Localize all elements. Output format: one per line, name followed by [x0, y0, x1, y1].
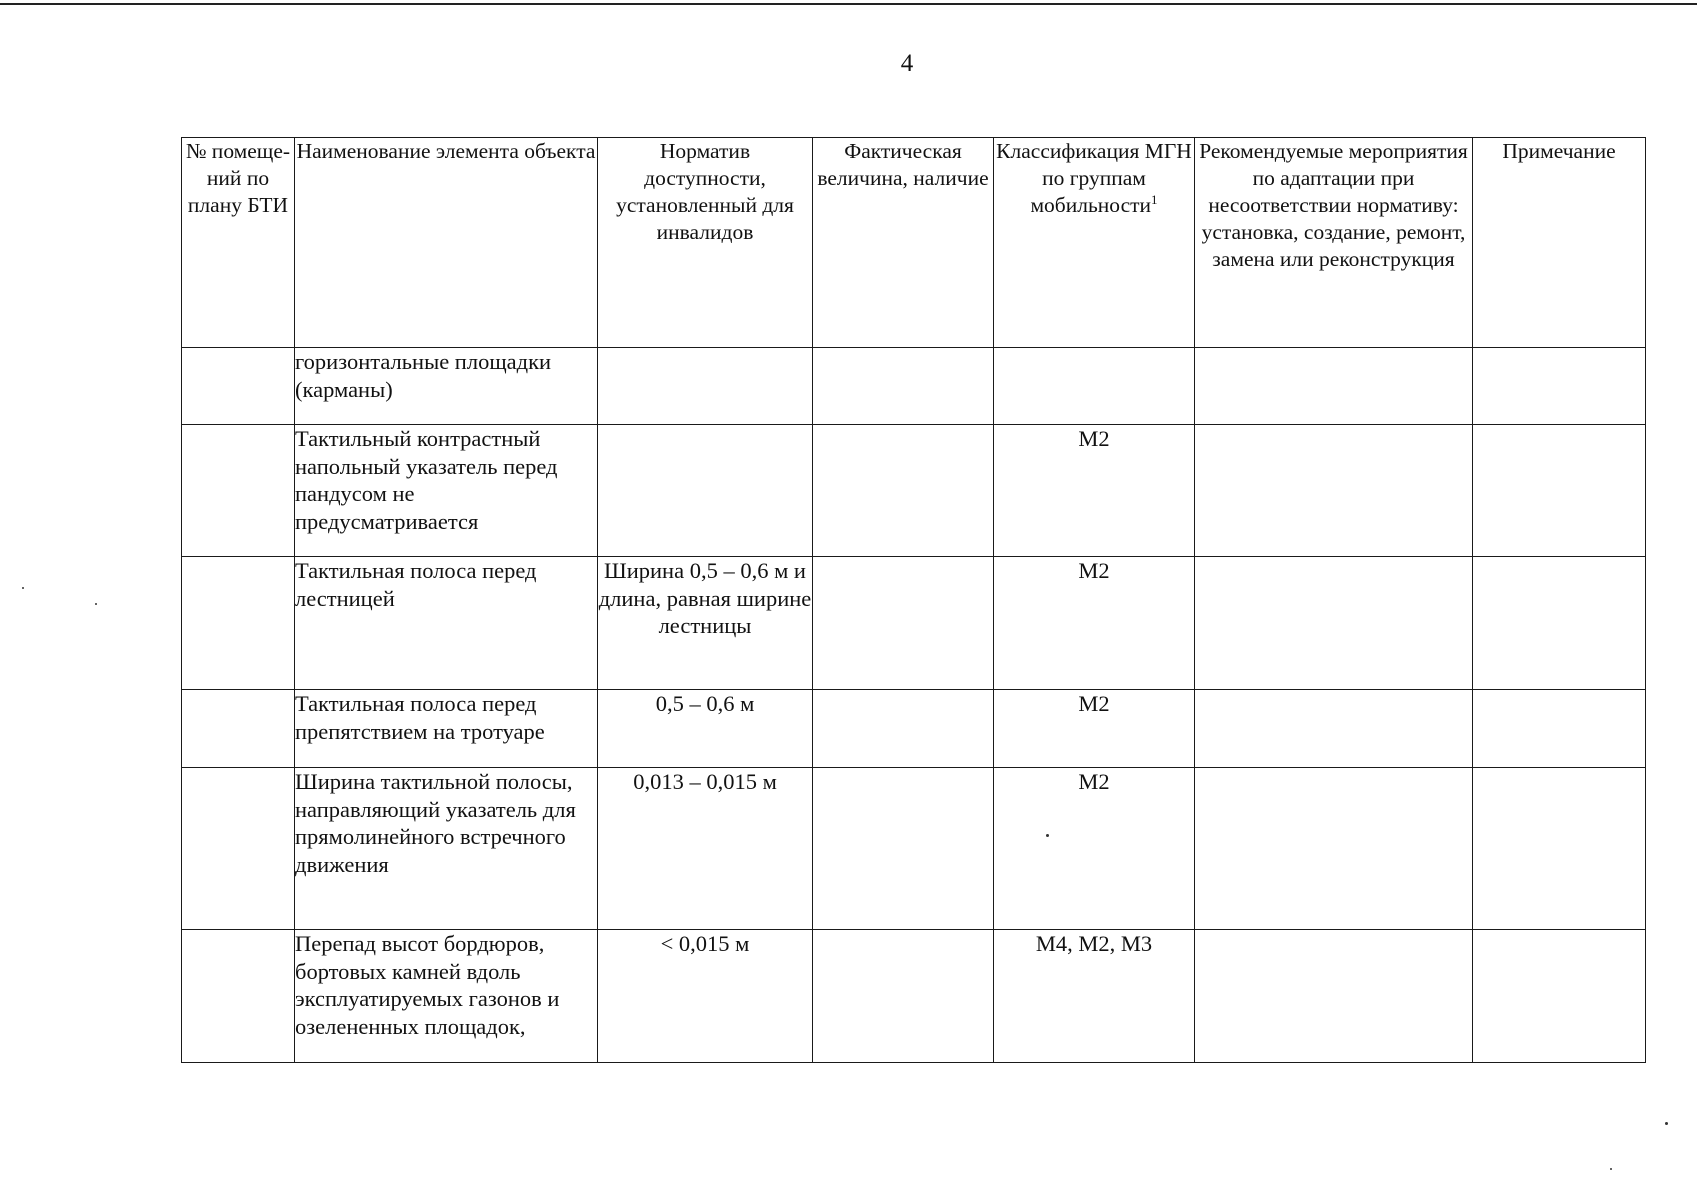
table-row [182, 930, 1646, 1063]
table-row [182, 768, 1646, 930]
header-actual-value: Фактическая величина, наличие [813, 138, 994, 348]
cell-note [1473, 930, 1646, 1063]
cell-element-name: Тактильный контрастный напольный указатель перед пандусом не предусматривается [295, 425, 598, 557]
scan-speck [1665, 1122, 1668, 1125]
cell-room-number [182, 425, 295, 557]
cell-element-name: горизонтальные площадки (карманы) [295, 348, 598, 425]
scan-speck [95, 603, 97, 605]
cell-note [1473, 348, 1646, 425]
cell-accessibility-norm: Ширина 0,5 – 0,6 м и длина, равная ширине лестницы [598, 557, 813, 690]
scan-speck [22, 587, 24, 589]
page-number: 4 [900, 50, 914, 77]
cell-mgn-classification: М2 [994, 425, 1195, 557]
cell-accessibility-norm: 0,013 – 0,015 м [598, 768, 813, 930]
cell-recommended-measures [1195, 425, 1473, 557]
cell-element-name: Ширина тактильной полосы, направляющий указатель для прямолинейного встречного движения [295, 768, 598, 930]
table-row [182, 425, 1646, 557]
cell-accessibility-norm: 0,5 – 0,6 м [598, 690, 813, 768]
header-note: Примечание [1473, 138, 1646, 348]
header-recommended-measures: Рекомендуемые мероприятия по адаптации при несоответствии нормативу: установка, создание, ремонт, замена или реконструкция [1195, 138, 1473, 348]
header-accessibility-norm: Норматив доступности, установленный для инвалидов [598, 138, 813, 348]
cell-mgn-classification: М2 [994, 768, 1195, 930]
cell-note [1473, 690, 1646, 768]
cell-recommended-measures [1195, 557, 1473, 690]
cell-recommended-measures [1195, 930, 1473, 1063]
cell-actual-value [813, 690, 994, 768]
table-row [182, 348, 1646, 425]
cell-mgn-classification: М2 [994, 690, 1195, 768]
cell-accessibility-norm [598, 425, 813, 557]
cell-actual-value [813, 768, 994, 930]
cell-recommended-measures [1195, 690, 1473, 768]
cell-accessibility-norm: < 0,015 м [598, 930, 813, 1063]
cell-mgn-classification: М4, М2, М3 [994, 930, 1195, 1063]
cell-room-number [182, 690, 295, 768]
header-mgn-classification [994, 138, 1195, 348]
table-row [182, 557, 1646, 690]
cell-actual-value [813, 557, 994, 690]
accessibility-assessment-table [181, 137, 1646, 1063]
cell-room-number [182, 930, 295, 1063]
header-element-name: Наименование элемента объекта [295, 138, 598, 348]
cell-mgn-classification: М2 [994, 557, 1195, 690]
cell-room-number [182, 768, 295, 930]
top-border-line [0, 3, 1697, 5]
header-mgn-classification-text: Классификация МГН по группам мобильности [996, 139, 1192, 217]
cell-element-name: Перепад высот бордюров, бортовых камней вдоль эксплуатируемых газонов и озелененных площадок, [295, 930, 598, 1063]
cell-recommended-measures [1195, 768, 1473, 930]
cell-room-number [182, 348, 295, 425]
table-header-row [182, 138, 1646, 348]
cell-accessibility-norm [598, 348, 813, 425]
cell-element-name: Тактильная полоса перед препятствием на тротуаре [295, 690, 598, 768]
cell-actual-value [813, 425, 994, 557]
cell-recommended-measures [1195, 348, 1473, 425]
cell-note [1473, 557, 1646, 690]
scan-speck [1610, 1168, 1612, 1170]
cell-note [1473, 768, 1646, 930]
cell-note [1473, 425, 1646, 557]
header-room-number: № помеще-ний по плану БТИ [182, 138, 295, 348]
cell-element-name: Тактильная полоса перед лестницей [295, 557, 598, 690]
cell-mgn-classification [994, 348, 1195, 425]
cell-actual-value [813, 348, 994, 425]
cell-room-number [182, 557, 295, 690]
scan-speck [1046, 834, 1049, 837]
cell-actual-value [813, 930, 994, 1063]
table-row [182, 690, 1646, 768]
footnote-marker: 1 [1151, 191, 1158, 207]
